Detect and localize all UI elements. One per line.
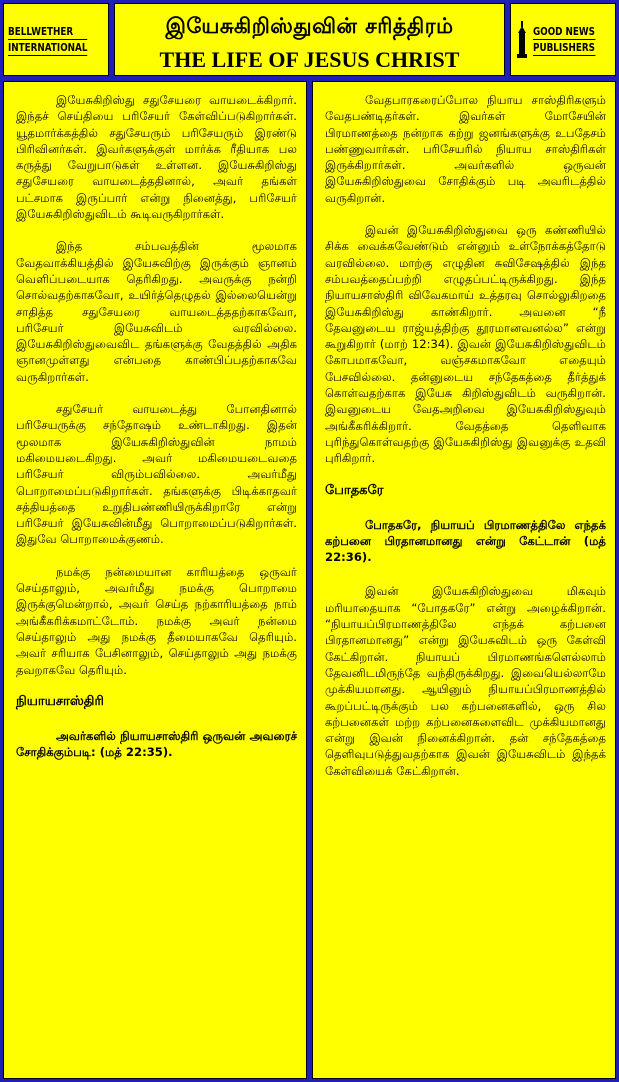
tower-icon xyxy=(515,21,529,59)
paragraph: இந்த சம்பவத்தின் மூலமாக வேதவாக்கியத்தில் இயேசுவிற்கு இருக்கும் ஞானம் வெளிப்படையாக தெரிகிறது. அவருக்கு நன்றி சொல்வதற்காகவோ, உயிர்த்தெழுதல் இல்லையென்று சாதித்த சதுசேயரை வாயடைத்ததற்காகவோ, பரிசேயர் இயேசுவிடம் வரவில்லை. இயேசுகிறிஸ்துவைவிட தங்களுக்கு வேதத்தில் அதிக ஞானமுள்ளது என்பதை காண்பிப்பதற்காகவே வருகிறார்கள். xyxy=(16,239,297,384)
logo-line-1: GOOD NEWS xyxy=(533,24,596,38)
paragraph: இவன் இயேசுகிறிஸ்துவை ஒரு கண்ணியில் சிக்க வைக்கவேண்டும் என்னும் உள்நோக்கத்தோடு வரவில்லை. மாற்கு எழுதின சுவிசேஷத்தில் இந்த சம்பவத்தைப்பற்றி எழுதப்பட்டிருக்கிறது. இந்த நியாயசாஸ்திரி விவேகமாய் உத்தரவு சொல்லுகிறதை இயேசுகிறிஸ்து காண்கிறார். அவனை “நீ தேவனுடைய ராஜ்யத்திற்கு தூரமானவனல்ல” என்று கூறுகிறார் (மாற் 12:34). இவன் இயேசுகிறிஸ்துவிடம் கோபமாகவோ, வஞ்சகமாகவோ எதையும் பேசவில்லை. தன்னுடைய சந்தேகத்தை தீர்த்துக் கொள்வதற்காக இயேசு கிறிஸ்துவிடம் வருகிறான். இவனுடைய வேதஅறிவை இயேசுகிறிஸ்துவும் அங்கீகரிக்கிறார். வேதத்தை தெளிவாக புரிந்துகொள்வதற்கு இயேசுகிறிஸ்து இவனுக்கு உதவி புரிகிறார். xyxy=(325,223,606,466)
right-column xyxy=(312,81,616,1079)
paragraph: வேதபாரகரைப்போல நியாய சாஸ்திரிகளும் வேதபண்டிதர்கள். இவர்கள் மோசேயின் பிரமாணத்தை நன்றாக கற்று ஜனங்களுக்கு உபதேசம் பண்ணுவார்கள். பரிசேயரில் நியாய சாஸ்திரிகள் இருக்கிறார்கள். அவர்களில் ஒருவன் இயேசுகிறிஸ்துவை சோதிக்கும் படி அவரிடத்தில் வருகிறான். xyxy=(325,93,606,205)
section-heading: நியாயசாஸ்திரி xyxy=(16,693,104,709)
section-heading: போதகரே xyxy=(325,482,384,498)
good-news-logo xyxy=(510,3,616,76)
left-column xyxy=(3,81,307,1079)
paragraph: இவன் இயேசுகிறிஸ்துவை மிகவும் மரியாதையாக “போதகரே” என்று அழைக்கிறான். “நியாயப்பிரமாணத்திலே எந்தக் கற்பனை பிரதானமானது” என்று இயேசுவிடம் ஒரு கேள்வி கேட்கிறான். நியாயப் பிரமாணங்களெல்லாம் தேவனிடமிருந்தே வந்திருக்கிறது. இவையெல்லாமே முக்கியமானது. ஆயினும் நியாயப்பிரமாணத்தில் கூறப்பட்டிருக்கும் பல கற்பனைகளில், ஒரு சில கற்பனைகள் மற்ற கற்பனைகளைவிட முக்கியமானது என்று இவன் நினைக்கிறான். தன் சந்தேகத்தை தெளிவுபடுத்துவதற்காக இவன் இயேசுவிடம் இந்தக் கேள்வியைக் கேட்கிறான். xyxy=(325,584,606,778)
paragraph: நமக்கு நன்மையான காரியத்தை ஒருவர் செய்தாலும், அவர்மீது நமக்கு பொறாமை இருக்குமென்றால், அவர் செய்த நற்காரியத்தை நாம் அங்கீகரிக்கமாட்டோம். நமக்கு அவர் நன்மை செய்தாலும் அது நமக்கு தீமையாகவே தெரியும். அவர் சரியாக பேசினாலும், செய்தாலும் அது நமக்கு தவறாகவே தெரியும். xyxy=(16,564,297,677)
logo-line-1: BELLWETHER xyxy=(8,24,87,40)
logo-line-2: INTERNATIONAL xyxy=(8,40,88,54)
logo-line-2: PUBLISHERS xyxy=(533,40,596,54)
paragraph: இயேசுகிறிஸ்து சதுசேயரை வாயடைக்கிறார். இந்தச் செய்தியை பரிசேயர் கேள்விப்படுகிறார்கள். யூதமார்க்கத்தில் சதுசேயரும் பரிசேயரும் இரண்டு பிரிவினர்கள். இவர்களுக்குள் மார்க்க ரீதியாக பல கருத்து வேறுபாடுகள் உள்ளன. இயேசுகிறிஸ்து சதுசேயரை வாயடைத்ததினால், அவர் தங்கள் பட்சமாக இருப்பார் என்று நினைத்து, பரிசேயர் இயேசுகிறிஸ்துவிடம் கூடிவருகிறார்கள். xyxy=(16,93,297,222)
scripture-quote: அவர்களில் நியாயசாஸ்திரி ஒருவன் அவரைச் சோதிக்கும்படி: (மத் 22:35). xyxy=(16,728,297,760)
title-banner xyxy=(114,3,505,76)
bellwether-logo xyxy=(3,3,109,76)
page-title-tamil: இயேசுகிறிஸ்துவின் சரித்திரம் xyxy=(165,14,454,38)
paragraph: சதுசேயர் வாயடைத்து போனதினால் பரிசேயருக்கு சந்தோஷம் உண்டாகிறது. இதன் மூலமாக இயேசுகிறிஸ்துவின் நாமம் மகிமையடைகிறது. அவர் மகிமையடைவதை பரிசேயர் விரும்பவில்லை. அவர்மீது பொறாமைப்படுகிறார்கள். தங்களுக்கு பிடிக்காதவர் சத்தியத்தை உறுதிபண்ணியிருக்கிறாரே என்று பரிசேயர் இயேசுவின்மீது பொறாமைப்படுகிறார்கள். இதுவே பொறாமைக்குணம். xyxy=(16,402,297,547)
page-title-english: THE LIFE OF JESUS CHRIST xyxy=(159,47,460,72)
scripture-quote: போதகரே, நியாயப் பிரமாணத்திலே எந்தக் கற்பனை பிரதானமானது என்று கேட்டான் (மத் 22:36). xyxy=(325,517,606,565)
